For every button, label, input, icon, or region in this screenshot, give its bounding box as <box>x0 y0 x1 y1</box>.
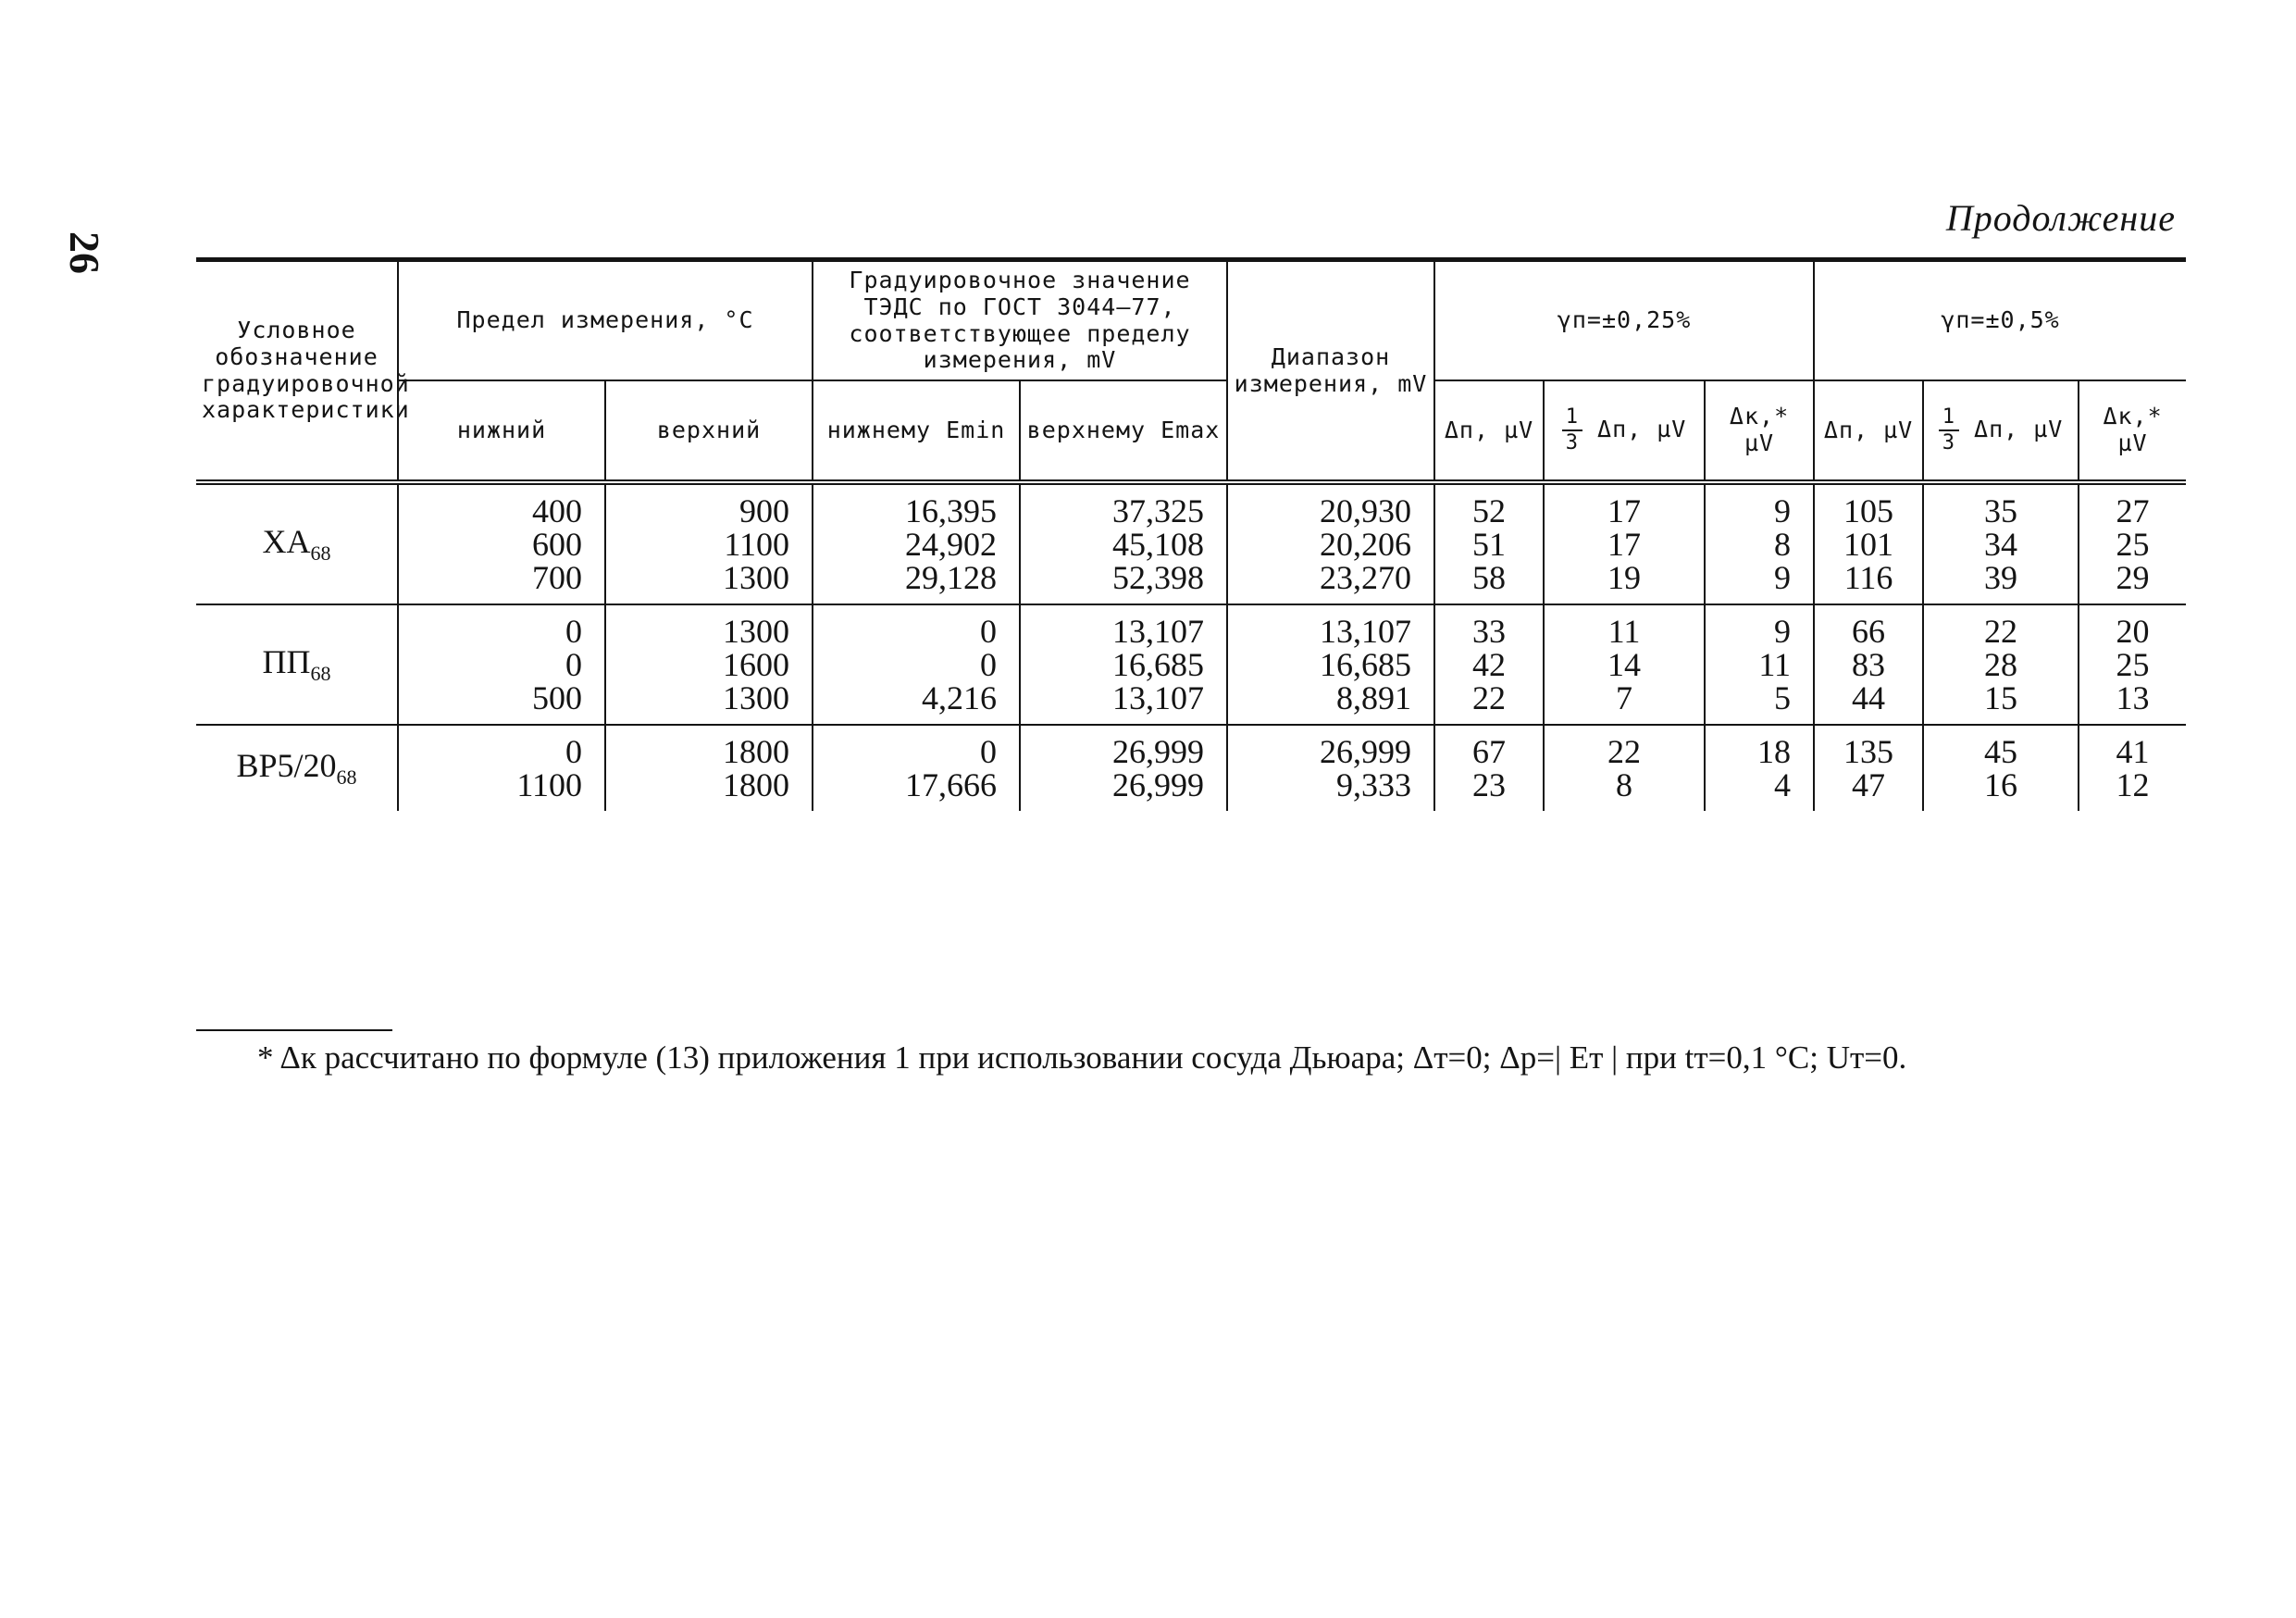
cell-delta-p-2: 66 83 44 <box>1814 604 1923 725</box>
header-lower: нижний <box>398 380 605 482</box>
cell-third-delta-p-2: 45 16 <box>1923 725 2079 811</box>
cell-range: 20,930 20,206 23,270 <box>1227 482 1434 604</box>
table-row <box>196 482 2186 604</box>
table-body <box>196 482 2186 811</box>
header-delta-p-1: Δп, µV <box>1434 380 1544 482</box>
cell-emax: 26,999 26,999 <box>1020 725 1227 811</box>
cell-emax: 13,107 16,685 13,107 <box>1020 604 1227 725</box>
header-emf-upper: верхнему Emax <box>1020 380 1227 482</box>
cell-delta-k-1: 18 4 <box>1705 725 1814 811</box>
table-header <box>196 260 2186 483</box>
header-delta-p-2: Δп, µV <box>1814 380 1923 482</box>
cell-delta-k-2: 27 25 29 <box>2079 482 2186 604</box>
cell-third-delta-p-2: 22 28 15 <box>1923 604 2079 725</box>
cell-designation: $ВР5/20_{68}$ <box>236 746 357 790</box>
cell-delta-k-1: 9 8 9 <box>1705 482 1814 604</box>
data-table-container <box>196 257 2186 811</box>
cell-emax: 37,325 45,108 52,398 <box>1020 482 1227 604</box>
cell-emin: 0 0 4,216 <box>813 604 1020 725</box>
header-emf-lower: нижнему Emin <box>813 380 1020 482</box>
cell-designation: $ХА_{68}$ <box>262 522 331 566</box>
header-third-delta-p-2: $\frac{1}{3}$ Δп, µV <box>1923 380 2079 482</box>
continuation-label: Продолжение <box>1945 197 2176 239</box>
cell-delta-k-1: 9 11 5 <box>1705 604 1814 725</box>
cell-upper: 1800 1800 <box>605 725 813 811</box>
header-gamma-025: γп=±0,25% <box>1434 260 1814 381</box>
cell-delta-p-1: 52 51 58 <box>1434 482 1544 604</box>
cell-designation: $ПП_{68}$ <box>262 642 331 686</box>
cell-delta-p-1: 67 23 <box>1434 725 1544 811</box>
cell-emin: 16,395 24,902 29,128 <box>813 482 1020 604</box>
table-row <box>196 604 2186 725</box>
cell-lower: 0 0 500 <box>398 604 605 725</box>
cell-upper: 900 1100 1300 <box>605 482 813 604</box>
header-delta-k-2: Δк,* µV <box>2079 380 2186 482</box>
header-measurement-range: Диапазон измерения, mV <box>1227 260 1434 483</box>
cell-range: 26,999 9,333 <box>1227 725 1434 811</box>
header-designation: Условное обозначение градуировочной характеристики <box>196 260 398 483</box>
fraction-one-third: $\frac{1}{3}$ <box>1939 405 1959 455</box>
cell-delta-k-2: 41 12 <box>2079 725 2186 811</box>
page-number: 26 <box>61 231 108 274</box>
cell-delta-p-2: 105 101 116 <box>1814 482 1923 604</box>
cell-delta-p-1: 33 42 22 <box>1434 604 1544 725</box>
header-range-limit: Предел измерения, °С <box>398 260 813 381</box>
cell-upper: 1300 1600 1300 <box>605 604 813 725</box>
calibration-table <box>196 257 2186 811</box>
header-delta-k-1: Δк,* µV <box>1705 380 1814 482</box>
footnote-rule <box>196 1029 392 1031</box>
table-row <box>196 725 2186 811</box>
cell-lower: 400 600 700 <box>398 482 605 604</box>
cell-delta-k-2: 20 25 13 <box>2079 604 2186 725</box>
header-upper: верхний <box>605 380 813 482</box>
cell-third-delta-p-1: 17 17 19 <box>1544 482 1705 604</box>
cell-third-delta-p-1: 11 14 7 <box>1544 604 1705 725</box>
cell-lower: 0 1100 <box>398 725 605 811</box>
cell-range: 13,107 16,685 8,891 <box>1227 604 1434 725</box>
cell-delta-p-2: 135 47 <box>1814 725 1923 811</box>
fraction-one-third: $\frac{1}{3}$ <box>1562 405 1582 455</box>
header-emf: Градуировочное значение ТЭДС по ГОСТ 3044—77, соответствующее пределу измерения, mV <box>813 260 1227 381</box>
header-gamma-05: γп=±0,5% <box>1814 260 2186 381</box>
cell-emin: 0 17,666 <box>813 725 1020 811</box>
header-third-delta-p-1: $\frac{1}{3}$ Δп, µV <box>1544 380 1705 482</box>
footnote: * Δк рассчитано по формуле (13) приложения 1 при использовании сосуда Дьюара; Δт=0; Δр=| Eт | при tт=0,1 °С; Uт=0. <box>257 1039 1907 1076</box>
cell-third-delta-p-2: 35 34 39 <box>1923 482 2079 604</box>
cell-third-delta-p-1: 22 8 <box>1544 725 1705 811</box>
